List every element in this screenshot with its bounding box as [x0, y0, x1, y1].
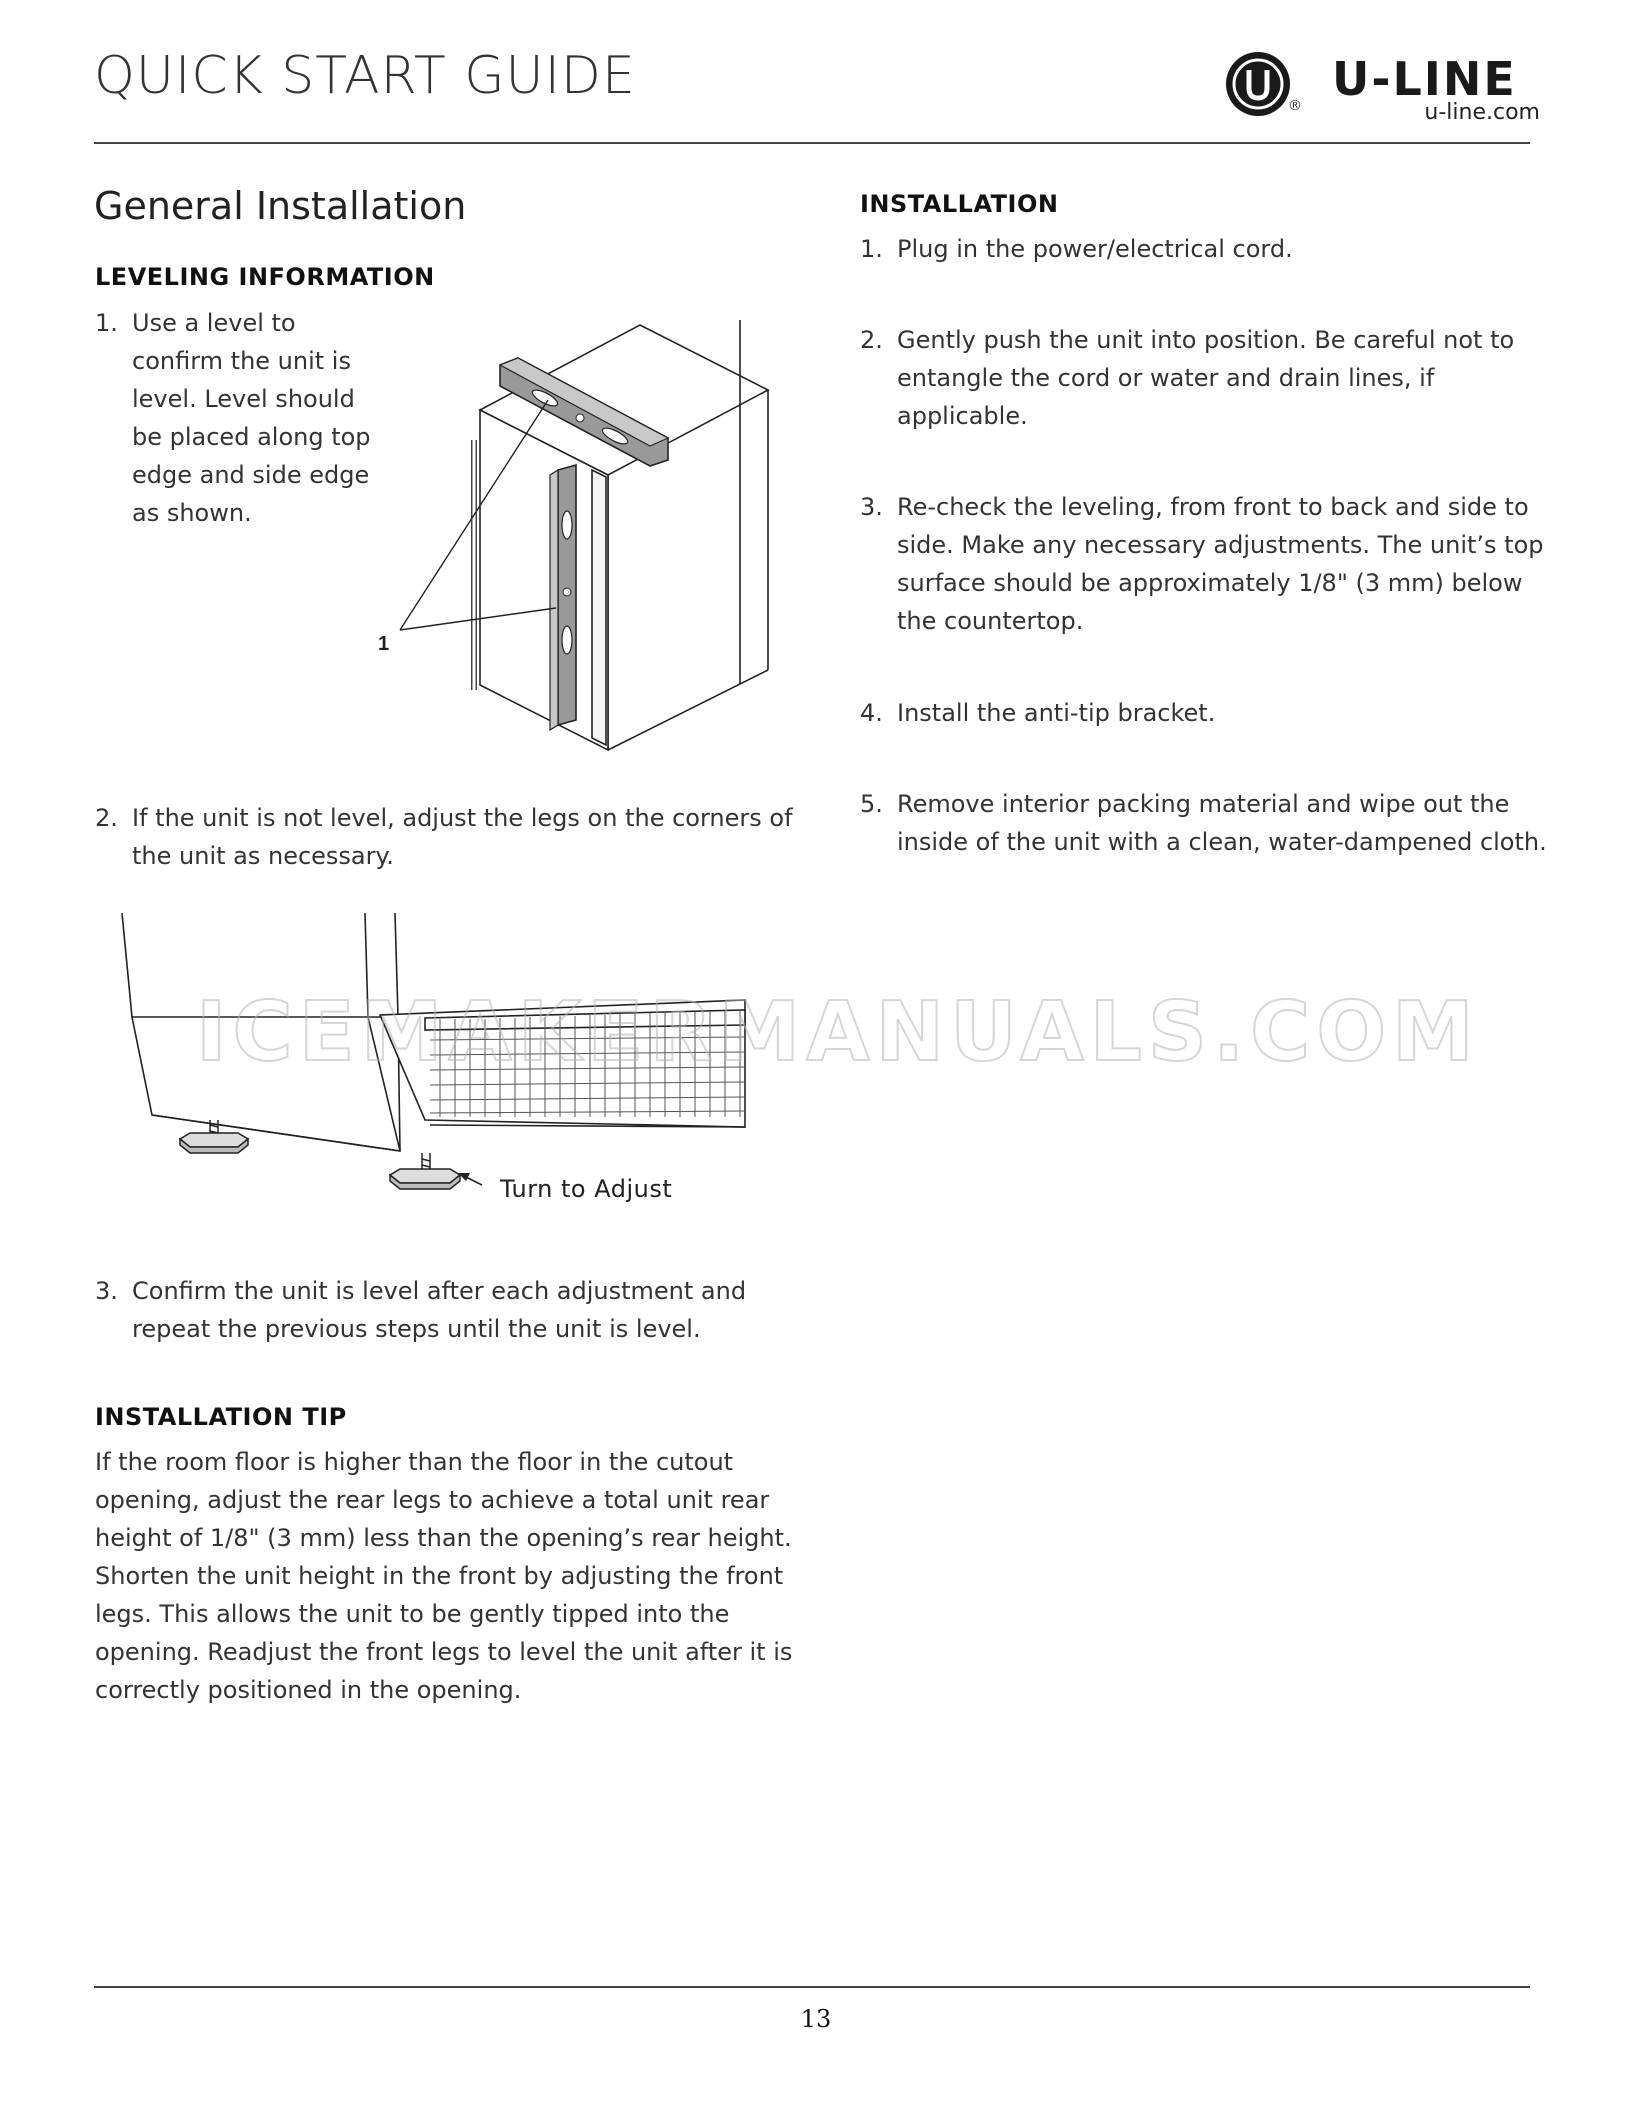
step-number: 4.: [860, 699, 883, 727]
page-number: 13: [800, 2005, 832, 2033]
step-text-line: confirm the unit is: [132, 347, 351, 375]
step-text-line: Confirm the unit is level after each adjustment and: [132, 1277, 747, 1305]
page-header-title: QUICK START GUIDE: [94, 46, 636, 106]
tip-line: height of 1/8" (3 mm) less than the opening’s rear height.: [95, 1524, 792, 1552]
step-text-line: Re-check the leveling, from front to back and side to: [897, 493, 1529, 521]
footer-rule: [94, 1986, 1530, 1988]
step-number: 5.: [860, 790, 883, 818]
tip-line: If the room floor is higher than the floor in the cutout: [95, 1448, 734, 1476]
step-text-line: repeat the previous steps until the unit is level.: [132, 1315, 701, 1343]
step-text-line: applicable.: [897, 402, 1028, 430]
step-number: 2.: [95, 804, 118, 832]
step-number: 3.: [95, 1277, 118, 1305]
step-text-line: If the unit is not level, adjust the legs on the corners of: [132, 804, 793, 832]
turn-to-adjust-caption: Turn to Adjust: [500, 1175, 673, 1203]
logo-url: u-line.com: [1424, 100, 1540, 125]
header-rule: [94, 142, 1530, 144]
step-number: 1.: [95, 309, 118, 337]
installation-step-5: [860, 785, 1550, 865]
step-text-line: level. Level should: [132, 385, 355, 413]
step-text-line: entangle the cord or water and drain lines, if: [897, 364, 1435, 392]
step-number: 3.: [860, 493, 883, 521]
installation-step-3: [860, 488, 1544, 648]
installation-tip-heading: INSTALLATION TIP: [95, 1403, 347, 1431]
tip-line: correctly positioned in the opening.: [95, 1676, 522, 1704]
tip-line: legs. This allows the unit to be gently tipped into the: [95, 1600, 730, 1628]
step-text-line: side. Make any necessary adjustments. The unit’s top: [897, 531, 1544, 559]
step-text-line: Plug in the power/electrical cord.: [897, 235, 1293, 263]
installation-step-1: [860, 230, 1540, 270]
step-text-line: inside of the unit with a clean, water-dampened cloth.: [897, 828, 1547, 856]
u-line-logo: [1222, 48, 1542, 128]
leveling-heading: LEVELING INFORMATION: [95, 263, 435, 291]
logo-wordmark: U-LINE: [1332, 52, 1517, 106]
registered-mark: ®: [1288, 98, 1302, 114]
installation-step-2: [860, 321, 1540, 441]
step-number: 1.: [860, 235, 883, 263]
leveling-step-1: [95, 304, 395, 544]
step-text-line: as shown.: [132, 499, 252, 527]
unit-with-levels-illustration: [370, 320, 790, 760]
step-text-line: the unit as necessary.: [132, 842, 394, 870]
leveling-step-2: [95, 799, 793, 879]
u-line-logo-icon: [1222, 48, 1302, 128]
installation-step-4: [860, 694, 1540, 734]
step-text-line: the countertop.: [897, 607, 1084, 635]
section-title: General Installation: [94, 184, 467, 228]
step-text-line: Gently push the unit into position. Be careful not to: [897, 326, 1515, 354]
step-text-line: Remove interior packing material and wipe out the: [897, 790, 1510, 818]
step-text-line: Install the anti-tip bracket.: [897, 699, 1216, 727]
right-leveling-leg: [390, 1153, 460, 1189]
tip-line: Shorten the unit height in the front by adjusting the front: [95, 1562, 784, 1590]
step-number: 2.: [860, 326, 883, 354]
side-level-tool: [550, 465, 576, 730]
installation-tip-body: [95, 1443, 795, 1709]
step-text-line: Use a level to: [132, 309, 296, 337]
tip-line: opening, adjust the rear legs to achieve a total unit rear: [95, 1486, 770, 1514]
step-text-line: edge and side edge: [132, 461, 370, 489]
step-text-line: be placed along top: [132, 423, 371, 451]
watermark: ICEMAKERMANUALS.COM: [196, 985, 1480, 1080]
leveling-step-3: [95, 1272, 775, 1352]
step-text-line: surface should be approximately 1/8" (3 mm) below: [897, 569, 1523, 597]
installation-heading: INSTALLATION: [860, 190, 1059, 218]
figure-callout-1: 1: [378, 633, 390, 655]
leveling-figure: [370, 320, 790, 760]
tip-line: opening. Readjust the front legs to level the unit after it is: [95, 1638, 793, 1666]
